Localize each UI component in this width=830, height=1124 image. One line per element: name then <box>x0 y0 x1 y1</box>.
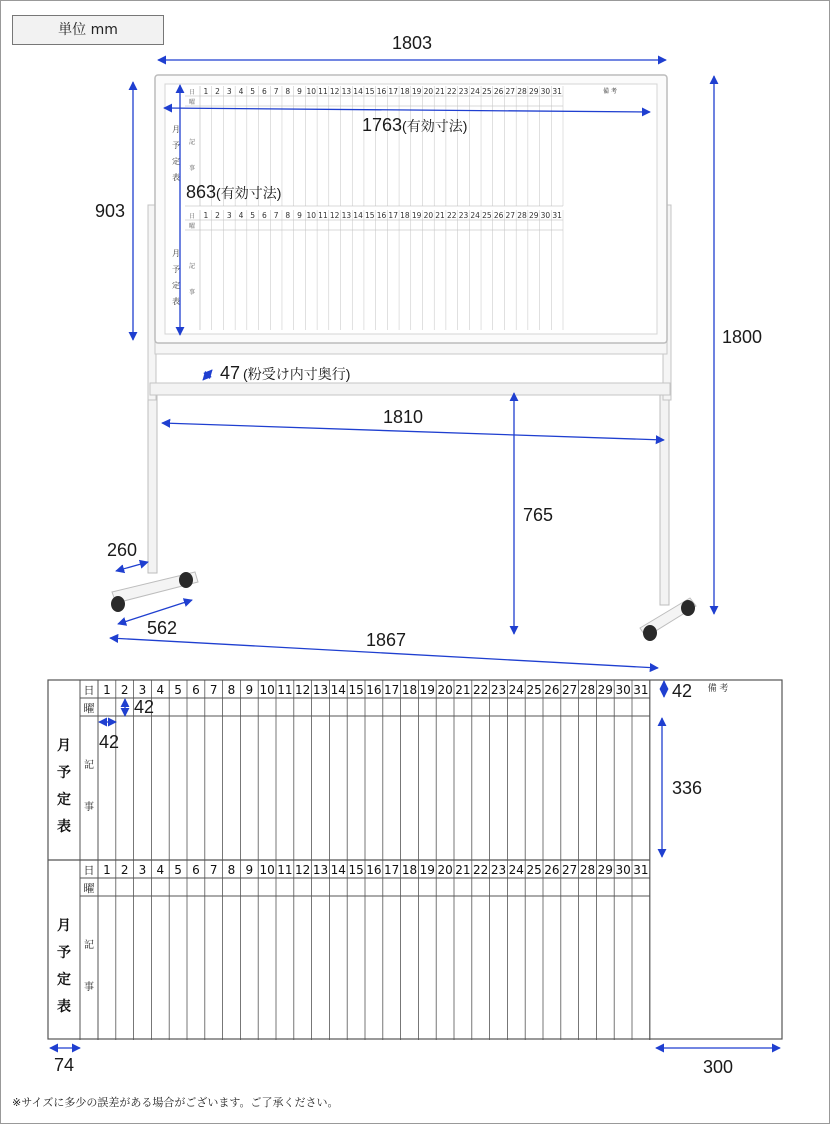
day-number: 24 <box>508 863 524 877</box>
day-number: 6 <box>192 683 200 697</box>
mini-day-number: 5 <box>250 211 256 220</box>
day-number: 30 <box>615 863 631 877</box>
mini-day-number: 13 <box>341 87 352 96</box>
day-number: 6 <box>192 863 200 877</box>
day-number: 20 <box>437 683 453 697</box>
day-number: 27 <box>562 683 578 697</box>
day-number: 29 <box>597 863 613 877</box>
mini-day-number: 9 <box>297 87 302 96</box>
dim-panel-height: 903 <box>94 201 126 221</box>
day-number: 8 <box>227 863 236 877</box>
dim-title-column-width: 74 <box>53 1055 75 1075</box>
mini-day-number: 7 <box>273 211 279 220</box>
mini-day-number: 23 <box>458 87 469 96</box>
day-number: 31 <box>633 863 649 877</box>
mini-day-number: 6 <box>262 211 267 220</box>
schedule-detail-drawing <box>48 680 782 1040</box>
day-number: 15 <box>348 863 364 877</box>
dim-remarks-width: 300 <box>702 1057 734 1077</box>
day-number: 13 <box>312 683 329 697</box>
mini-kiji-label: 事 <box>188 165 196 172</box>
mini-day-number: 10 <box>306 87 317 96</box>
mini-day-number: 20 <box>423 87 434 96</box>
dim-arrow-tray-depth <box>203 370 212 380</box>
day-number: 1 <box>103 683 111 697</box>
day-number: 7 <box>209 863 218 877</box>
mini-day-number: 18 <box>400 87 410 96</box>
day-number: 23 <box>490 683 507 697</box>
dim-effective-height: 863(有効寸法) <box>186 182 282 202</box>
mini-day-number: 31 <box>552 87 562 96</box>
mini-day-label: 日 <box>188 213 196 220</box>
day-number: 14 <box>330 683 346 697</box>
mini-day-number: 19 <box>411 87 422 96</box>
mini-day-number: 5 <box>250 87 256 96</box>
weekday-label: 曜 <box>83 702 95 715</box>
day-number: 11 <box>277 683 293 697</box>
day-number: 13 <box>312 863 329 877</box>
mini-day-number: 8 <box>285 87 291 96</box>
caster-wheel <box>681 600 695 616</box>
day-number: 14 <box>330 863 346 877</box>
day-number: 22 <box>473 683 489 697</box>
mini-day-number: 23 <box>458 211 469 220</box>
title-char: 定 <box>57 792 71 808</box>
day-number: 12 <box>295 863 311 877</box>
day-number: 31 <box>633 683 649 697</box>
mini-day-number: 3 <box>226 211 232 220</box>
cross-bar <box>150 383 670 395</box>
day-number: 21 <box>455 863 471 877</box>
dim-total-height: 1800 <box>721 327 763 347</box>
day-number: 28 <box>579 863 596 877</box>
mini-day-number: 1 <box>203 211 209 220</box>
mini-title-char: 月 <box>172 125 180 134</box>
dim-header-row-height: 42 <box>672 681 693 701</box>
dim-clearance-height: 765 <box>522 505 554 525</box>
mini-day-number: 12 <box>329 211 340 220</box>
title-char: 月 <box>57 918 71 934</box>
dim-foot-length: 562 <box>146 618 178 638</box>
day-number: 29 <box>597 683 613 697</box>
day-number: 3 <box>138 683 147 697</box>
mini-kiji-label: 記 <box>188 263 196 270</box>
title-char: 月 <box>57 738 71 754</box>
dim-total-depth: 1867 <box>365 630 407 650</box>
mini-day-number: 9 <box>297 211 302 220</box>
day-label: 日 <box>83 684 95 697</box>
dim-kiji-height: 336 <box>671 778 703 798</box>
mini-day-number: 7 <box>273 87 279 96</box>
mini-day-number: 16 <box>376 211 387 220</box>
day-number: 26 <box>544 683 560 697</box>
day-number: 25 <box>526 683 542 697</box>
kiji-label: 記 <box>84 940 94 951</box>
day-number: 18 <box>401 863 418 877</box>
mini-day-number: 18 <box>400 211 410 220</box>
mini-day-number: 25 <box>482 87 492 96</box>
mini-day-number: 31 <box>552 211 562 220</box>
mini-day-number: 14 <box>353 87 363 96</box>
kiji-label: 事 <box>84 802 94 813</box>
day-number: 9 <box>245 683 254 697</box>
title-char: 表 <box>57 819 71 835</box>
day-number: 2 <box>120 863 129 877</box>
mini-day-number: 29 <box>528 211 539 220</box>
mini-day-number: 10 <box>306 211 317 220</box>
dim-column-width: 42 <box>99 732 120 752</box>
mini-day-number: 4 <box>238 87 244 96</box>
mini-day-number: 20 <box>423 211 434 220</box>
mini-day-number: 1 <box>203 87 209 96</box>
mini-title-char: 予 <box>172 141 180 150</box>
mini-day-number: 2 <box>215 87 220 96</box>
day-number: 9 <box>245 863 254 877</box>
dim-frame-width: 1810 <box>382 407 424 427</box>
kiji-label: 記 <box>84 760 94 771</box>
mini-day-number: 24 <box>470 211 480 220</box>
day-number: 27 <box>562 863 578 877</box>
day-number: 3 <box>138 863 147 877</box>
mini-title-char: 表 <box>172 297 180 306</box>
mini-day-number: 27 <box>505 87 516 96</box>
mini-day-number: 11 <box>318 87 328 96</box>
dim-overall-width: 1803 <box>391 33 433 53</box>
day-number: 26 <box>544 863 560 877</box>
dim-weekday-row-height: 42 <box>134 697 155 717</box>
mini-day-number: 3 <box>226 87 232 96</box>
unit-label: 単位 mm <box>12 15 164 45</box>
whiteboard-stand-illustration <box>111 75 696 641</box>
mini-title-char: 予 <box>172 265 180 274</box>
title-char: 表 <box>57 999 71 1015</box>
mini-day-number: 26 <box>493 211 504 220</box>
mini-title-char: 定 <box>172 157 180 166</box>
footnote: ※サイズに多少の誤差がある場合がございます。ご了承ください。 <box>12 1096 339 1109</box>
mini-day-number: 21 <box>435 211 445 220</box>
dim-tray-depth: 47 (粉受け内寸奥行) <box>220 363 351 383</box>
left-leg <box>148 395 157 573</box>
right-leg <box>660 395 669 605</box>
mini-day-number: 15 <box>365 87 375 96</box>
day-number: 22 <box>473 863 489 877</box>
mini-day-number: 15 <box>365 211 375 220</box>
mini-day-number: 4 <box>238 211 244 220</box>
day-number: 17 <box>384 863 400 877</box>
caster-wheel <box>179 572 193 588</box>
day-number: 7 <box>209 683 218 697</box>
mini-day-number: 24 <box>470 87 480 96</box>
mini-day-number: 21 <box>435 87 445 96</box>
mini-day-number: 13 <box>341 211 352 220</box>
day-number: 1 <box>103 863 111 877</box>
mini-day-number: 14 <box>353 211 363 220</box>
day-number: 8 <box>227 683 236 697</box>
day-number: 18 <box>401 683 418 697</box>
kiji-label: 事 <box>84 982 94 993</box>
day-number: 2 <box>120 683 129 697</box>
caster-wheel <box>643 625 657 641</box>
mini-day-number: 28 <box>517 211 527 220</box>
title-char: 予 <box>57 945 71 961</box>
day-number: 16 <box>366 863 382 877</box>
mini-remarks-label: 備 考 <box>603 88 617 95</box>
day-number: 30 <box>615 683 631 697</box>
weekday-label: 曜 <box>83 882 95 895</box>
mini-day-number: 22 <box>446 87 457 96</box>
day-number: 12 <box>295 683 311 697</box>
day-number: 19 <box>419 683 435 697</box>
dim-foot-width: 260 <box>106 540 138 560</box>
mini-day-number: 16 <box>376 87 387 96</box>
day-number: 15 <box>348 683 364 697</box>
day-number: 16 <box>366 683 382 697</box>
mini-weekday-label: 曜 <box>188 99 196 106</box>
day-number: 17 <box>384 683 400 697</box>
mini-day-label: 日 <box>188 89 196 96</box>
day-number: 28 <box>579 683 596 697</box>
day-number: 5 <box>174 683 182 697</box>
mini-title-char: 月 <box>172 249 180 258</box>
mini-day-number: 22 <box>446 211 457 220</box>
day-number: 25 <box>526 863 542 877</box>
mini-day-number: 17 <box>388 211 398 220</box>
mini-title-char: 定 <box>172 281 180 290</box>
mini-day-number: 27 <box>505 211 516 220</box>
dim-effective-width: 1763(有効寸法) <box>362 115 468 135</box>
day-number: 4 <box>156 863 165 877</box>
mini-day-number: 30 <box>540 87 551 96</box>
mini-day-number: 2 <box>215 211 220 220</box>
mini-day-number: 29 <box>528 87 539 96</box>
day-number: 21 <box>455 683 471 697</box>
title-char: 予 <box>57 765 71 781</box>
mini-day-number: 6 <box>262 87 267 96</box>
day-number: 4 <box>156 683 165 697</box>
mini-day-number: 12 <box>329 87 340 96</box>
mini-day-number: 30 <box>540 211 551 220</box>
mini-day-number: 28 <box>517 87 527 96</box>
dim-arrow-foot-width <box>116 562 148 571</box>
day-number: 23 <box>490 863 507 877</box>
mini-day-number: 17 <box>388 87 398 96</box>
mini-day-number: 25 <box>482 211 492 220</box>
remarks-label: 備 考 <box>707 684 729 694</box>
title-char: 定 <box>57 972 71 988</box>
mini-weekday-label: 曜 <box>188 223 196 230</box>
day-number: 19 <box>419 863 435 877</box>
mini-kiji-label: 記 <box>188 139 196 146</box>
mini-day-number: 26 <box>493 87 504 96</box>
day-number: 24 <box>508 683 524 697</box>
day-number: 10 <box>259 863 275 877</box>
mini-kiji-label: 事 <box>188 289 196 296</box>
mini-day-number: 11 <box>318 211 328 220</box>
caster-wheel <box>111 596 125 612</box>
day-number: 5 <box>174 863 182 877</box>
mini-title-char: 表 <box>172 173 180 182</box>
day-number: 10 <box>259 683 275 697</box>
mini-day-number: 8 <box>285 211 291 220</box>
day-number: 20 <box>437 863 453 877</box>
day-number: 11 <box>277 863 293 877</box>
day-label: 日 <box>83 864 95 877</box>
mini-day-number: 19 <box>411 211 422 220</box>
